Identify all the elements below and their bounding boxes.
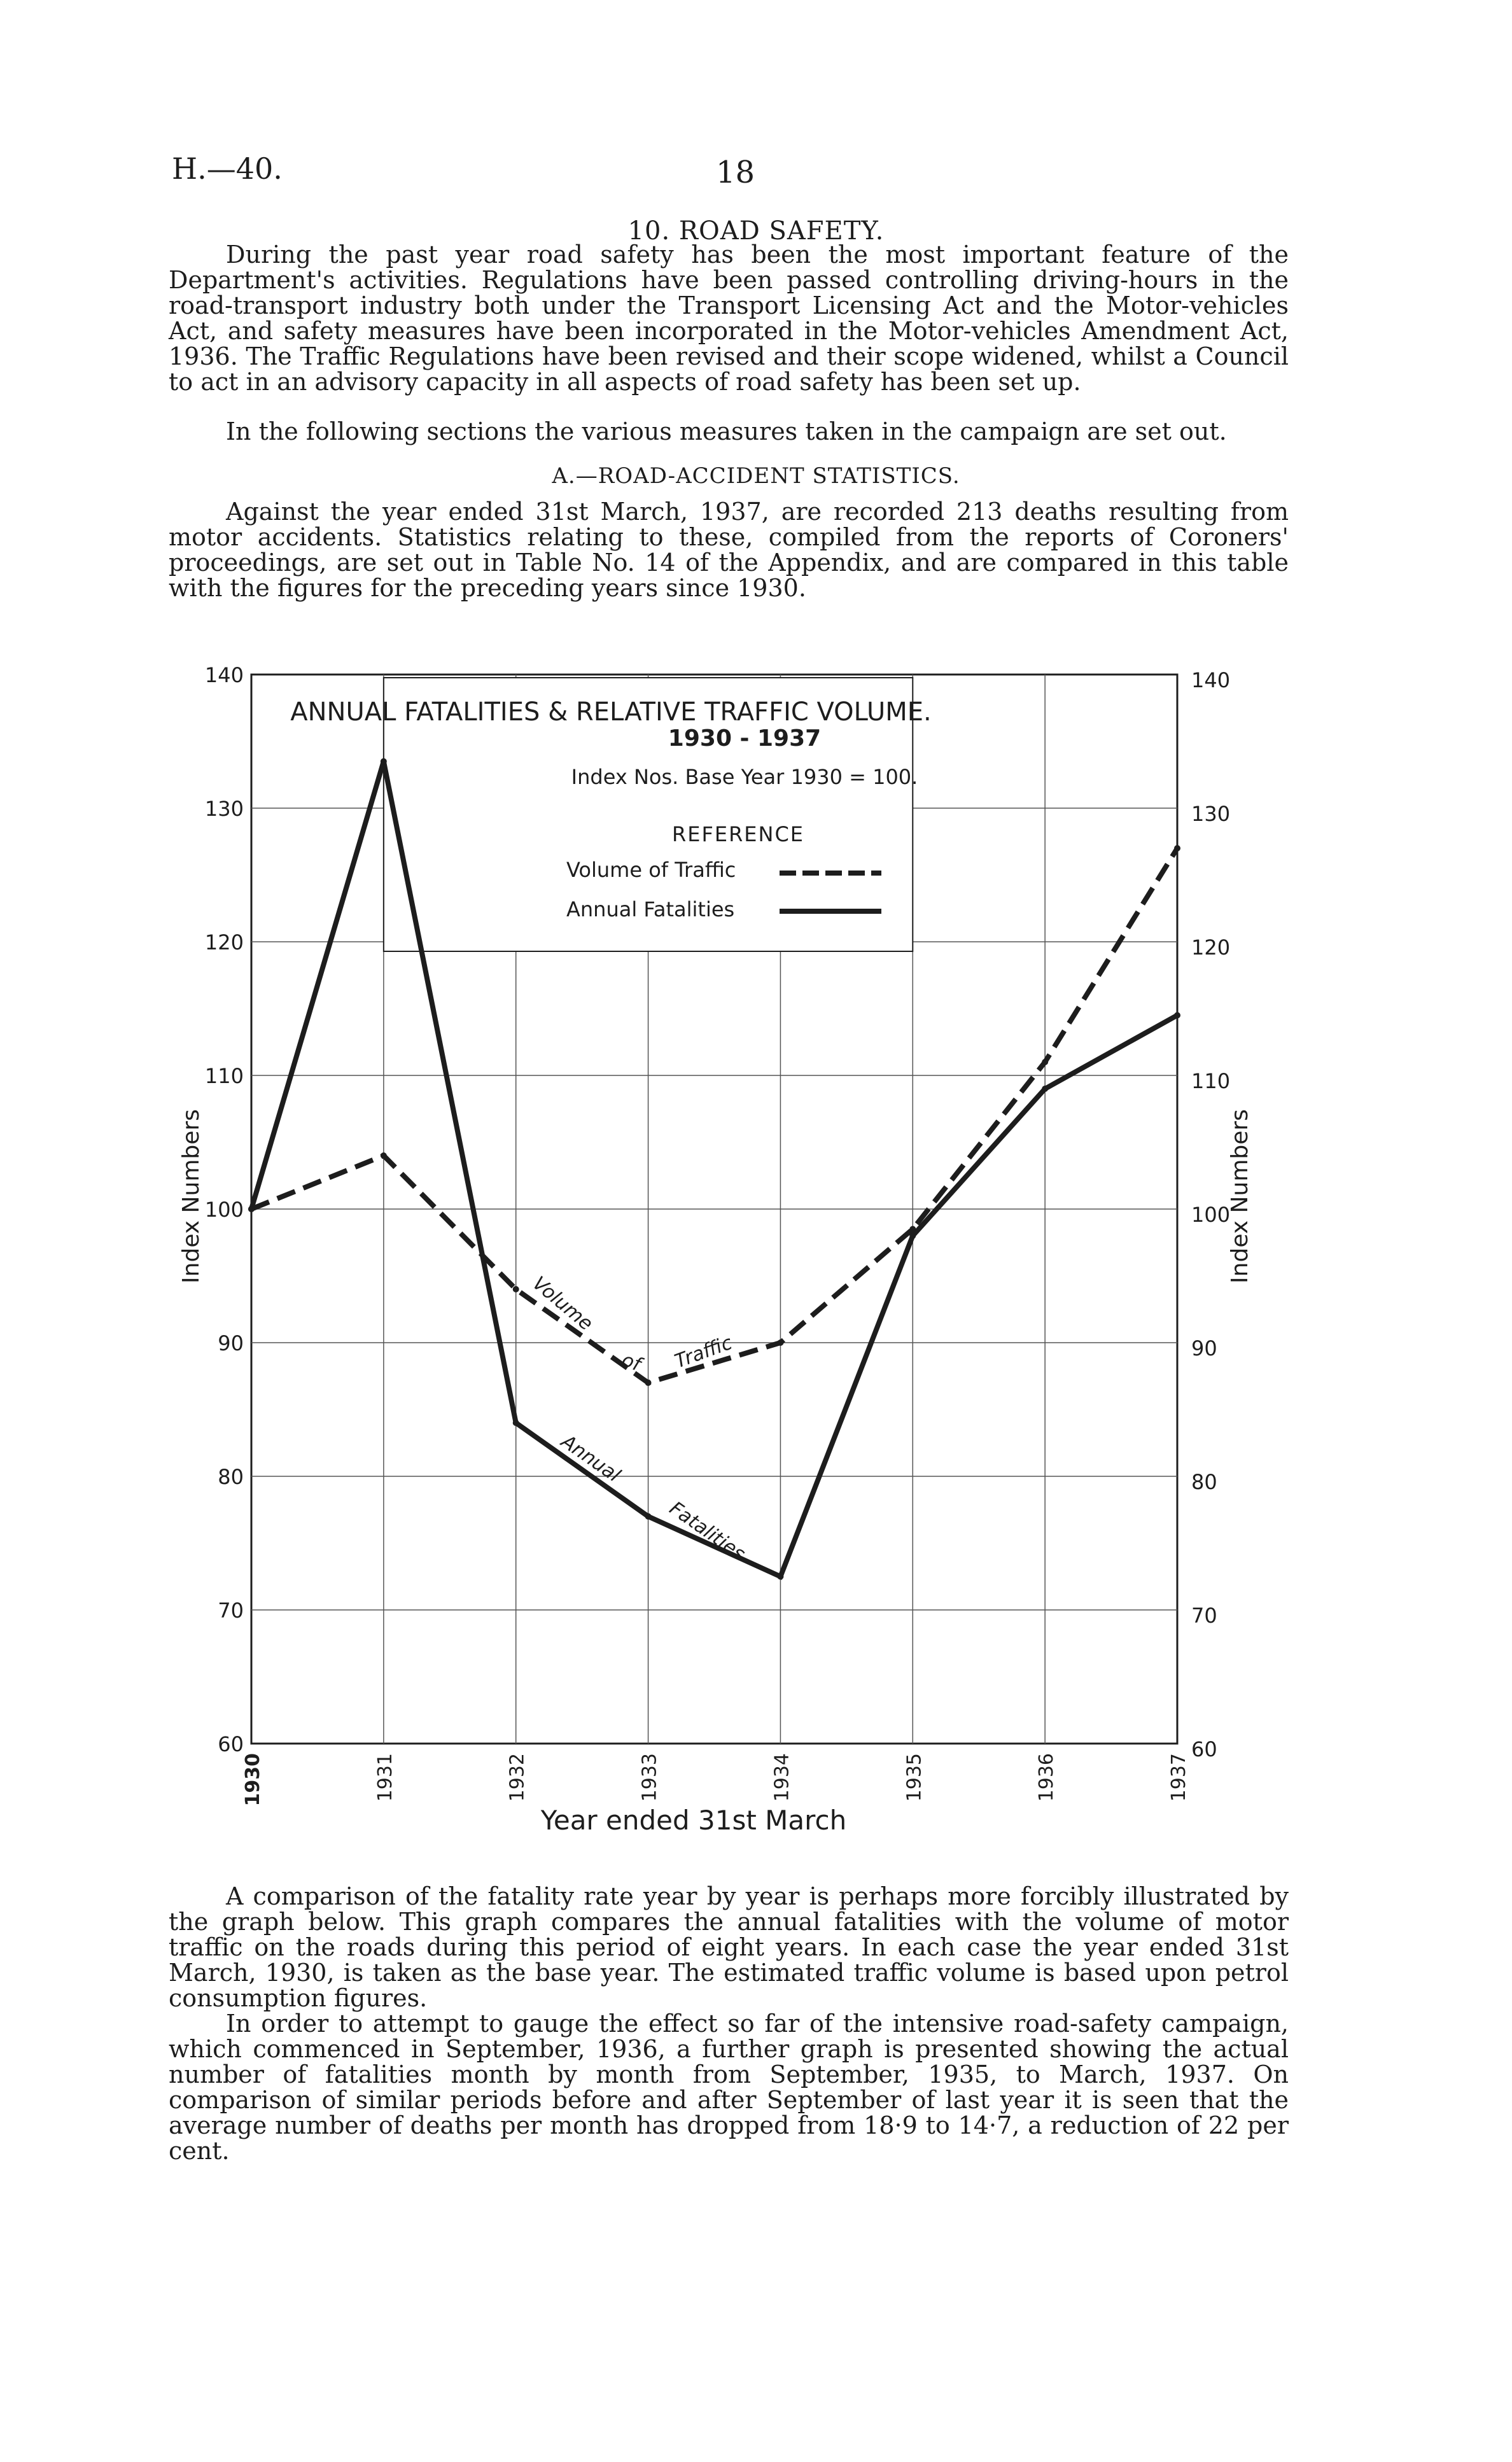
y-tick-label-left: 80 bbox=[218, 1465, 244, 1489]
page-header-ref: H.—40. bbox=[172, 151, 283, 186]
y-tick-label-right: 110 bbox=[1191, 1069, 1231, 1093]
y-tick-label-right: 60 bbox=[1191, 1737, 1217, 1761]
data-point-fatalities bbox=[381, 759, 387, 765]
curve-label-fatalities: Annual bbox=[557, 1430, 624, 1487]
page-number: 18 bbox=[716, 155, 755, 190]
curve-label-fatalities: Fatalities bbox=[665, 1497, 750, 1565]
data-point-fatalities bbox=[1174, 1012, 1180, 1019]
data-point-fatalities bbox=[645, 1513, 652, 1520]
x-tick-label: 1933 bbox=[638, 1753, 661, 1802]
x-axis-label: Year ended 31st March bbox=[540, 1805, 847, 1836]
chart-subtitle: 1930 - 1937 bbox=[668, 725, 822, 752]
x-tick-label: 1936 bbox=[1035, 1753, 1058, 1802]
chart-index-note: Index Nos. Base Year 1930 = 100. bbox=[571, 765, 918, 789]
x-tick-label: 1935 bbox=[903, 1753, 926, 1802]
y-tick-label-left: 60 bbox=[218, 1732, 244, 1756]
data-point-traffic bbox=[645, 1380, 652, 1386]
legend-label-traffic: Volume of Traffic bbox=[566, 858, 736, 882]
y-tick-label-left: 130 bbox=[204, 797, 244, 821]
x-tick-label: 1937 bbox=[1168, 1753, 1190, 1802]
curve-label-traffic: Volume bbox=[528, 1272, 598, 1336]
y-tick-label-left: 120 bbox=[204, 930, 244, 955]
data-point-fatalities bbox=[513, 1420, 519, 1426]
data-point-traffic bbox=[513, 1286, 519, 1292]
y-tick-label-left: 90 bbox=[218, 1331, 244, 1355]
intro-paragraph-2: In the following sections the various measures taken in the campaign are set out. bbox=[226, 417, 1227, 445]
y-tick-label-left: 70 bbox=[218, 1598, 244, 1623]
data-point-traffic bbox=[909, 1226, 916, 1233]
x-tick-label: 1934 bbox=[771, 1753, 794, 1802]
y-tick-label-right: 80 bbox=[1191, 1470, 1217, 1494]
y-tick-label-right: 120 bbox=[1191, 935, 1231, 960]
y-tick-label-right: 90 bbox=[1191, 1336, 1217, 1360]
statistics-subheading: A.—ROAD-ACCIDENT STATISTICS. bbox=[552, 463, 960, 489]
data-point-traffic bbox=[777, 1339, 783, 1346]
closing-paragraph-1: A comparison of the fatality rate year by year is perhaps more forcibly illustrated by the graph below. This graph compares the annual fatalities with the volume of motor traffic on the roads during this period of eight years. In each case the year ended 31st March, 1930, is taken as the base year. The estimated traffic volume is based upon petrol consumption figures. bbox=[169, 1882, 1289, 2012]
intro-paragraph-1: During the past year road safety has been the most important feature of the Department's activities. Regulations have been passed controlling driving-hours in the road-transport industry both under the Transport Licensing Act and the Motor-vehicles Act, and safety measures have been incorporated in the Motor-vehicles Amendment Act, 1936. The Traffic Regulations have been revised and their scope widened, whilst a Council to act in an advisory capacity in all aspects of road safety has been set up. bbox=[169, 241, 1289, 396]
x-tick-label: 1932 bbox=[506, 1753, 529, 1802]
y-tick-label-left: 140 bbox=[204, 663, 244, 687]
legend-label-fatalities: Annual Fatalities bbox=[566, 897, 735, 921]
section-title: 10. ROAD SAFETY. bbox=[627, 216, 885, 246]
legend-title: REFERENCE bbox=[671, 822, 805, 846]
data-point-traffic bbox=[248, 1206, 255, 1212]
data-point-traffic bbox=[1174, 845, 1180, 851]
y-tick-label-right: 100 bbox=[1191, 1203, 1231, 1227]
x-tick-label: 1930 bbox=[242, 1753, 264, 1807]
y-tick-label-right: 130 bbox=[1191, 802, 1231, 826]
closing-paragraph-2: In order to attempt to gauge the effect so far of the intensive road-safety campaign, which commenced in September, 1936, a further graph is presented showing the actual number of fatalities month by month from September, 1935, to March, 1937. On comparison of similar periods before and after September of last year it is seen that the average number of deaths per month has dropped from 18·9 to 14·7, a reduction of 22 per cent. bbox=[169, 2010, 1289, 2165]
y-axis-label-right: Index Numbers bbox=[1227, 1109, 1253, 1283]
y-tick-label-left: 110 bbox=[204, 1064, 244, 1088]
data-point-fatalities bbox=[777, 1574, 783, 1580]
y-tick-label-left: 100 bbox=[204, 1198, 244, 1222]
data-point-traffic bbox=[1042, 1059, 1048, 1065]
y-tick-label-right: 140 bbox=[1191, 668, 1231, 692]
data-point-traffic bbox=[381, 1152, 387, 1159]
statistics-paragraph: Against the year ended 31st March, 1937, are recorded 213 deaths resulting from motor accidents. Statistics relating to these, compiled from the reports of Coroners' proceedings, are set out in Table No. 14 of the Appendix, and are compared in this table with the figures for the preceding years since 1930. bbox=[169, 498, 1289, 602]
y-axis-label-left: Index Numbers bbox=[178, 1109, 204, 1283]
curve-label-traffic: Traffic bbox=[671, 1331, 736, 1373]
chart-title: ANNUAL FATALITIES & RELATIVE TRAFFIC VOLUME. bbox=[290, 697, 932, 727]
data-point-fatalities bbox=[1042, 1086, 1048, 1092]
x-tick-label: 1931 bbox=[374, 1753, 396, 1802]
curve-label-traffic: of bbox=[619, 1348, 644, 1376]
y-tick-label-right: 70 bbox=[1191, 1604, 1217, 1628]
